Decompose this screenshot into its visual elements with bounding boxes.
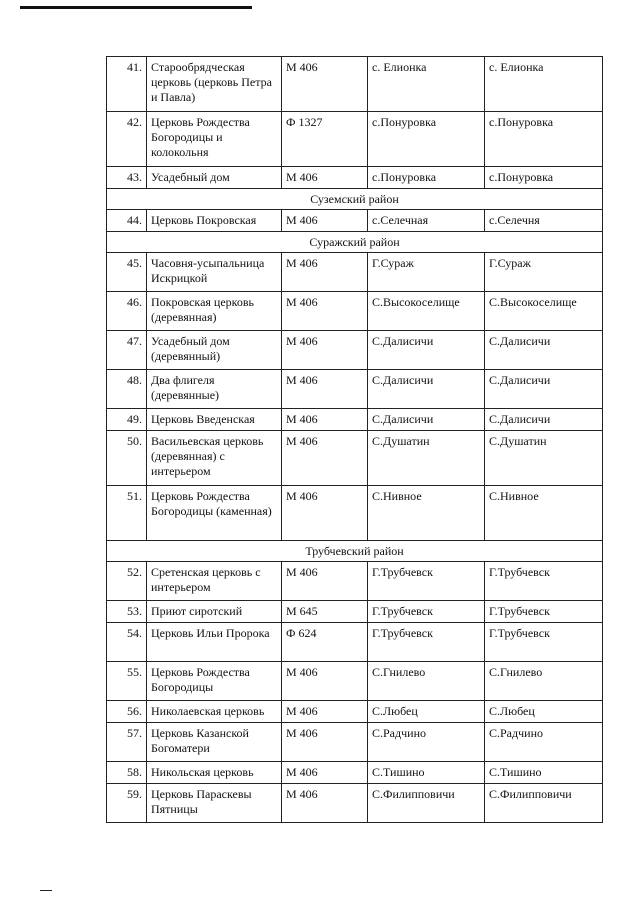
location-current: С.Радчино	[485, 723, 603, 762]
monument-name: Церковь Параскевы Пятницы	[147, 784, 282, 823]
document-ref: М 406	[282, 409, 368, 431]
row-number: 43.	[107, 167, 147, 189]
document-ref: М 406	[282, 784, 368, 823]
location: с.Понуровка	[368, 167, 485, 189]
location-current: С.Тишино	[485, 762, 603, 784]
monument-name: Часовня-усыпальница Искрицкой	[147, 253, 282, 292]
location: С.Нивное	[368, 486, 485, 541]
row-number: 51.	[107, 486, 147, 541]
location: с. Елионка	[368, 57, 485, 112]
table-row	[107, 723, 603, 762]
monuments-table	[106, 56, 603, 823]
location: С.Радчино	[368, 723, 485, 762]
monument-name: Усадебный дом (деревянный)	[147, 331, 282, 370]
location-current: С.Далисичи	[485, 331, 603, 370]
monument-name: Старообрядческая церковь (церковь Петра и Павла)	[147, 57, 282, 112]
document-ref: М 406	[282, 57, 368, 112]
document-ref: М 406	[282, 431, 368, 486]
document-ref: М 406	[282, 210, 368, 232]
row-number: 47.	[107, 331, 147, 370]
row-number: 53.	[107, 601, 147, 623]
location-current: Г.Трубчевск	[485, 601, 603, 623]
table-row	[107, 662, 603, 701]
location-current: С.Далисичи	[485, 370, 603, 409]
top-rule	[20, 6, 252, 9]
document-ref: М 406	[282, 701, 368, 723]
document-ref: М 406	[282, 662, 368, 701]
location-current: С.Душатин	[485, 431, 603, 486]
row-number: 54.	[107, 623, 147, 662]
location: С.Высокоселище	[368, 292, 485, 331]
location-current: С.Далисичи	[485, 409, 603, 431]
row-number: 50.	[107, 431, 147, 486]
district-header-row	[107, 541, 603, 562]
location-current: с. Елионка	[485, 57, 603, 112]
district-name: Суражский район	[107, 232, 603, 253]
table-row	[107, 253, 603, 292]
row-number: 45.	[107, 253, 147, 292]
table-row	[107, 623, 603, 662]
monument-name: Церковь Рождества Богородицы (каменная)	[147, 486, 282, 541]
table-row	[107, 331, 603, 370]
location-current: с.Селечня	[485, 210, 603, 232]
document-ref: М 645	[282, 601, 368, 623]
location-current: с.Понуровка	[485, 112, 603, 167]
table-row	[107, 701, 603, 723]
table-row	[107, 167, 603, 189]
row-number: 57.	[107, 723, 147, 762]
document-ref: М 406	[282, 762, 368, 784]
monument-name: Церковь Рождества Богородицы и колокольня	[147, 112, 282, 167]
table-row	[107, 112, 603, 167]
table-row	[107, 210, 603, 232]
table-row	[107, 431, 603, 486]
location: Г.Трубчевск	[368, 623, 485, 662]
monument-name: Васильевская церковь (деревянная) с интерьером	[147, 431, 282, 486]
document-ref: М 406	[282, 167, 368, 189]
table-row	[107, 57, 603, 112]
document-ref: М 406	[282, 292, 368, 331]
location-current: С.Высокоселище	[485, 292, 603, 331]
location: С.Далисичи	[368, 370, 485, 409]
monument-name: Покровская церковь (деревянная)	[147, 292, 282, 331]
table-row	[107, 409, 603, 431]
location: С.Душатин	[368, 431, 485, 486]
document-ref: М 406	[282, 370, 368, 409]
row-number: 41.	[107, 57, 147, 112]
location: С.Любец	[368, 701, 485, 723]
location-current: Г.Трубчевск	[485, 623, 603, 662]
location: С.Далисичи	[368, 409, 485, 431]
monument-name: Церковь Покровская	[147, 210, 282, 232]
district-name: Трубчевский район	[107, 541, 603, 562]
table-row	[107, 370, 603, 409]
table-row	[107, 562, 603, 601]
location-current: С.Гнилево	[485, 662, 603, 701]
document-ref: М 406	[282, 486, 368, 541]
district-name: Суземский район	[107, 189, 603, 210]
location-current: С.Нивное	[485, 486, 603, 541]
monument-name: Приют сиротский	[147, 601, 282, 623]
monument-name: Никольская церковь	[147, 762, 282, 784]
row-number: 48.	[107, 370, 147, 409]
location: с.Понуровка	[368, 112, 485, 167]
location: Г.Сураж	[368, 253, 485, 292]
location: С.Далисичи	[368, 331, 485, 370]
location: С.Тишино	[368, 762, 485, 784]
row-number: 58.	[107, 762, 147, 784]
row-number: 42.	[107, 112, 147, 167]
location-current: Г.Трубчевск	[485, 562, 603, 601]
table-body	[107, 57, 603, 823]
row-number: 55.	[107, 662, 147, 701]
location: Г.Трубчевск	[368, 601, 485, 623]
document-ref: М 406	[282, 253, 368, 292]
row-number: 49.	[107, 409, 147, 431]
location-current: С.Филипповичи	[485, 784, 603, 823]
monument-name: Церковь Введенская	[147, 409, 282, 431]
location: Г.Трубчевск	[368, 562, 485, 601]
row-number: 44.	[107, 210, 147, 232]
monument-name: Усадебный дом	[147, 167, 282, 189]
monument-name: Николаевская церковь	[147, 701, 282, 723]
table-row	[107, 784, 603, 823]
monument-name: Сретенская церковь с интерьером	[147, 562, 282, 601]
row-number: 52.	[107, 562, 147, 601]
footer-mark	[40, 890, 52, 891]
location: с.Селечная	[368, 210, 485, 232]
monument-name: Церковь Рождества Богородицы	[147, 662, 282, 701]
document-ref: Ф 1327	[282, 112, 368, 167]
monument-name: Церковь Ильи Пророка	[147, 623, 282, 662]
document-ref: М 406	[282, 331, 368, 370]
table-row	[107, 292, 603, 331]
table-row	[107, 486, 603, 541]
monument-name: Церковь Казанской Богоматери	[147, 723, 282, 762]
location-current: С.Любец	[485, 701, 603, 723]
monument-name: Два флигеля (деревянные)	[147, 370, 282, 409]
location: С.Гнилево	[368, 662, 485, 701]
row-number: 46.	[107, 292, 147, 331]
table-row	[107, 601, 603, 623]
location: С.Филипповичи	[368, 784, 485, 823]
district-header-row	[107, 189, 603, 210]
district-header-row	[107, 232, 603, 253]
location-current: с.Понуровка	[485, 167, 603, 189]
row-number: 59.	[107, 784, 147, 823]
table-row	[107, 762, 603, 784]
document-ref: Ф 624	[282, 623, 368, 662]
row-number: 56.	[107, 701, 147, 723]
document-ref: М 406	[282, 562, 368, 601]
document-ref: М 406	[282, 723, 368, 762]
location-current: Г.Сураж	[485, 253, 603, 292]
